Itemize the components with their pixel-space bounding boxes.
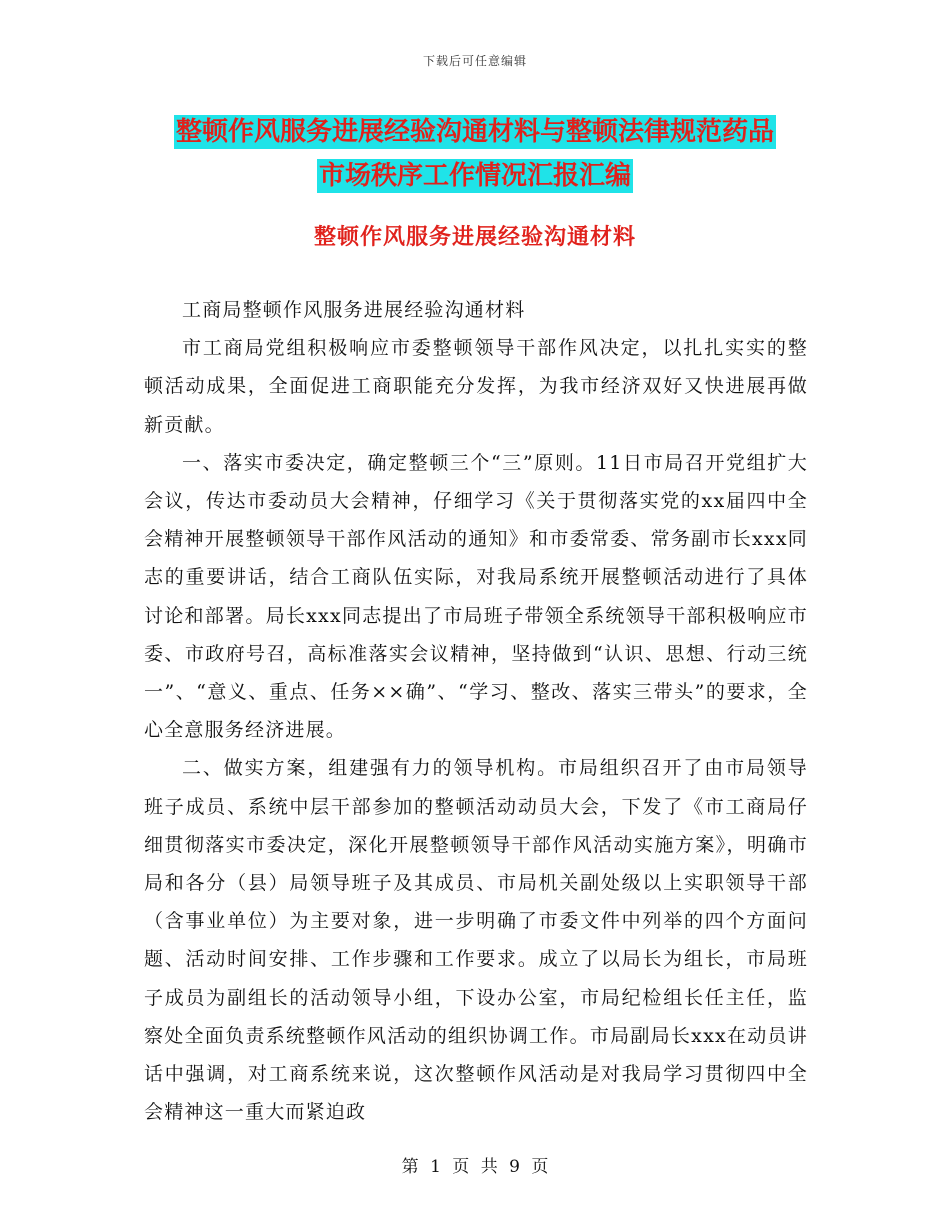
paragraph: 市工商局党组积极响应市委整顿领导干部作风决定，以扎扎实实的整顿活动成果，全面促进工商职能充分发挥，为我市经济双好又快进展再做新贡献。	[144, 337, 808, 436]
title-line-1: 整顿作风服务进展经验沟通材料与整顿法律规范药品	[175, 117, 774, 147]
paragraph: 工商局整顿作风服务进展经验沟通材料	[182, 299, 526, 321]
section-title: 整顿作风服务进展经验沟通材料	[313, 225, 636, 250]
paragraph: 二、做实方案，组建强有力的领导机构。市局组织召开了由市局领导班子成员、系统中层干部参加的整顿活动动员大会，下发了《市工商局仔细贯彻落实市委决定，深化开展整顿领导干部作风活动实施方案》，明确市局和各分（县）局领导班子及其成员、市局机关副处级以上实职领导干部（含事业单位）为主要对象，进一步明确了市委文件中列举的四个方面问题、活动时间安排、工作步骤和工作要求。成立了以局长为组长，市局班子成员为副组长的活动领导小组，下设办公室，市局纪检组长任主任，监察处全面负责系统整顿作风活动的组织协调工作。市局副局长xxx在动员讲话中强调，对工商系统来说，这次整顿作风活动是对我局学习贯彻四中全会精神这一重大而紧迫政	[144, 757, 808, 1124]
paragraph: 一、落实市委决定，确定整顿三个“三”原则。11日市局召开党组扩大会议，传达市委动员大会精神，仔细学习《关于贯彻落实党的xx届四中全会精神开展整顿领导干部作风活动的通知》和市委常委、常务副市长xxx同志的重要讲话，结合工商队伍实际，对我局系统开展整顿活动进行了具体讨论和部署。局长xxx同志提出了市局班子带领全系统领导干部积极响应市委、市政府号召，高标准落实会议精神，坚持做到“认识、思想、行动三统一”、“意义、重点、任务××确”、“学习、整改、落实三带头”的要求，全心全意服务经济进展。	[144, 451, 808, 742]
document-title	[120, 110, 830, 198]
title-line-2: 市场秩序工作情况汇报汇编	[318, 161, 631, 191]
page-footer: 第 1 页 共 9 页	[401, 1157, 549, 1177]
header-note: 下载后可任意编辑	[422, 54, 527, 68]
body-text	[144, 291, 808, 1131]
